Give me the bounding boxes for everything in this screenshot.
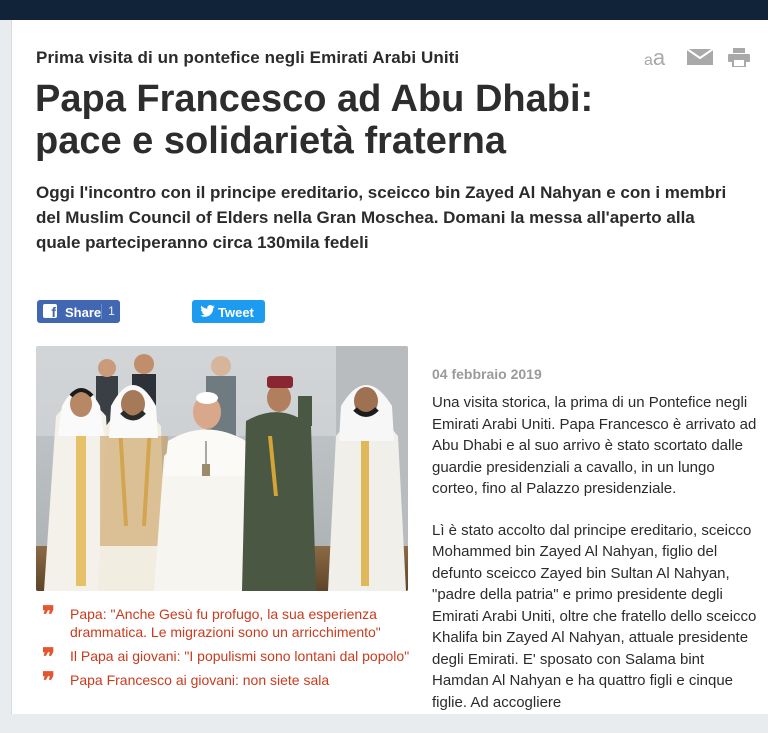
headline-line-2: pace e solidarietà fraterna xyxy=(35,120,506,162)
top-nav-bar xyxy=(0,0,768,20)
quote-icon: ❞ xyxy=(42,666,55,695)
list-item xyxy=(42,666,412,695)
share-divider xyxy=(101,304,102,319)
twitter-bird-icon xyxy=(200,305,215,320)
article-photo xyxy=(36,346,408,591)
related-link-3[interactable]: Papa Francesco ai giovani: non siete sala xyxy=(70,672,330,688)
font-size-icon[interactable] xyxy=(644,45,665,71)
facebook-share-count: 1 xyxy=(103,302,120,321)
body-paragraph-2: Lì è stato accolto dal principe ereditario, sceicco Mohammed bin Zayed Al Nahyan, figlio del defunto sceicco Zayed bin Sultan Al Nahyan, "padre della patria" e primo presidente degli Emirati Arabi Uniti, oltre che fratello dello sceicco Khalifa bin Zayed Al Nahyan, attuale presidente degli Emirati. E' sposato con Salama bint Hamdan Al Nahyan e ha quattro figli e cinque figlie. Ad accogliere xyxy=(432,521,757,711)
tweet-button[interactable] xyxy=(192,300,265,323)
article-subtitle: Oggi l'incontro con il principe ereditario, sceicco bin Zayed Al Nahyan e con i membri del Muslim Council of Elders nella Gran Moschea. Domani la messa all'aperto alla quale parteciperanno circa 130mila fedeli xyxy=(36,183,727,252)
article-page xyxy=(11,20,768,714)
related-articles xyxy=(42,600,412,696)
article-tools xyxy=(644,45,760,69)
mail-icon[interactable] xyxy=(687,49,713,70)
print-icon[interactable] xyxy=(728,48,750,72)
article-kicker: Prima visita di un pontefice negli Emirati Arabi Uniti xyxy=(36,48,460,67)
facebook-icon: f xyxy=(43,304,57,318)
quote-icon: ❞ xyxy=(42,642,55,671)
related-link-1[interactable]: Papa: "Anche Gesù fu profugo, la sua esperienza drammatica. Le migrazioni sono un arricchimento" xyxy=(70,606,381,640)
article-body xyxy=(432,392,762,733)
facebook-share-label: Share xyxy=(65,305,102,320)
headline-line-1: Papa Francesco ad Abu Dhabi: xyxy=(35,78,594,120)
quote-icon: ❞ xyxy=(42,600,55,629)
list-item xyxy=(42,600,412,642)
list-item xyxy=(42,642,412,671)
article-date: 04 febbraio 2019 xyxy=(432,366,542,382)
facebook-share-button[interactable] xyxy=(37,300,120,323)
body-paragraph-1: Una visita storica, la prima di un Pontefice negli Emirati Arabi Uniti. Papa Francesco è arrivato ad Abu Dhabi e al suo arrivo è stato scortato dalle guardie presidenziali a cavallo, in un lungo corteo, fino al Palazzo presidenziale. xyxy=(432,394,757,497)
article-headline xyxy=(35,78,735,162)
font-size-small: a xyxy=(644,52,653,69)
font-size-large: a xyxy=(652,45,666,70)
related-link-2[interactable]: Il Papa ai giovani: "I populismi sono lontani dal popolo" xyxy=(70,648,410,664)
tweet-label: Tweet xyxy=(218,305,254,320)
